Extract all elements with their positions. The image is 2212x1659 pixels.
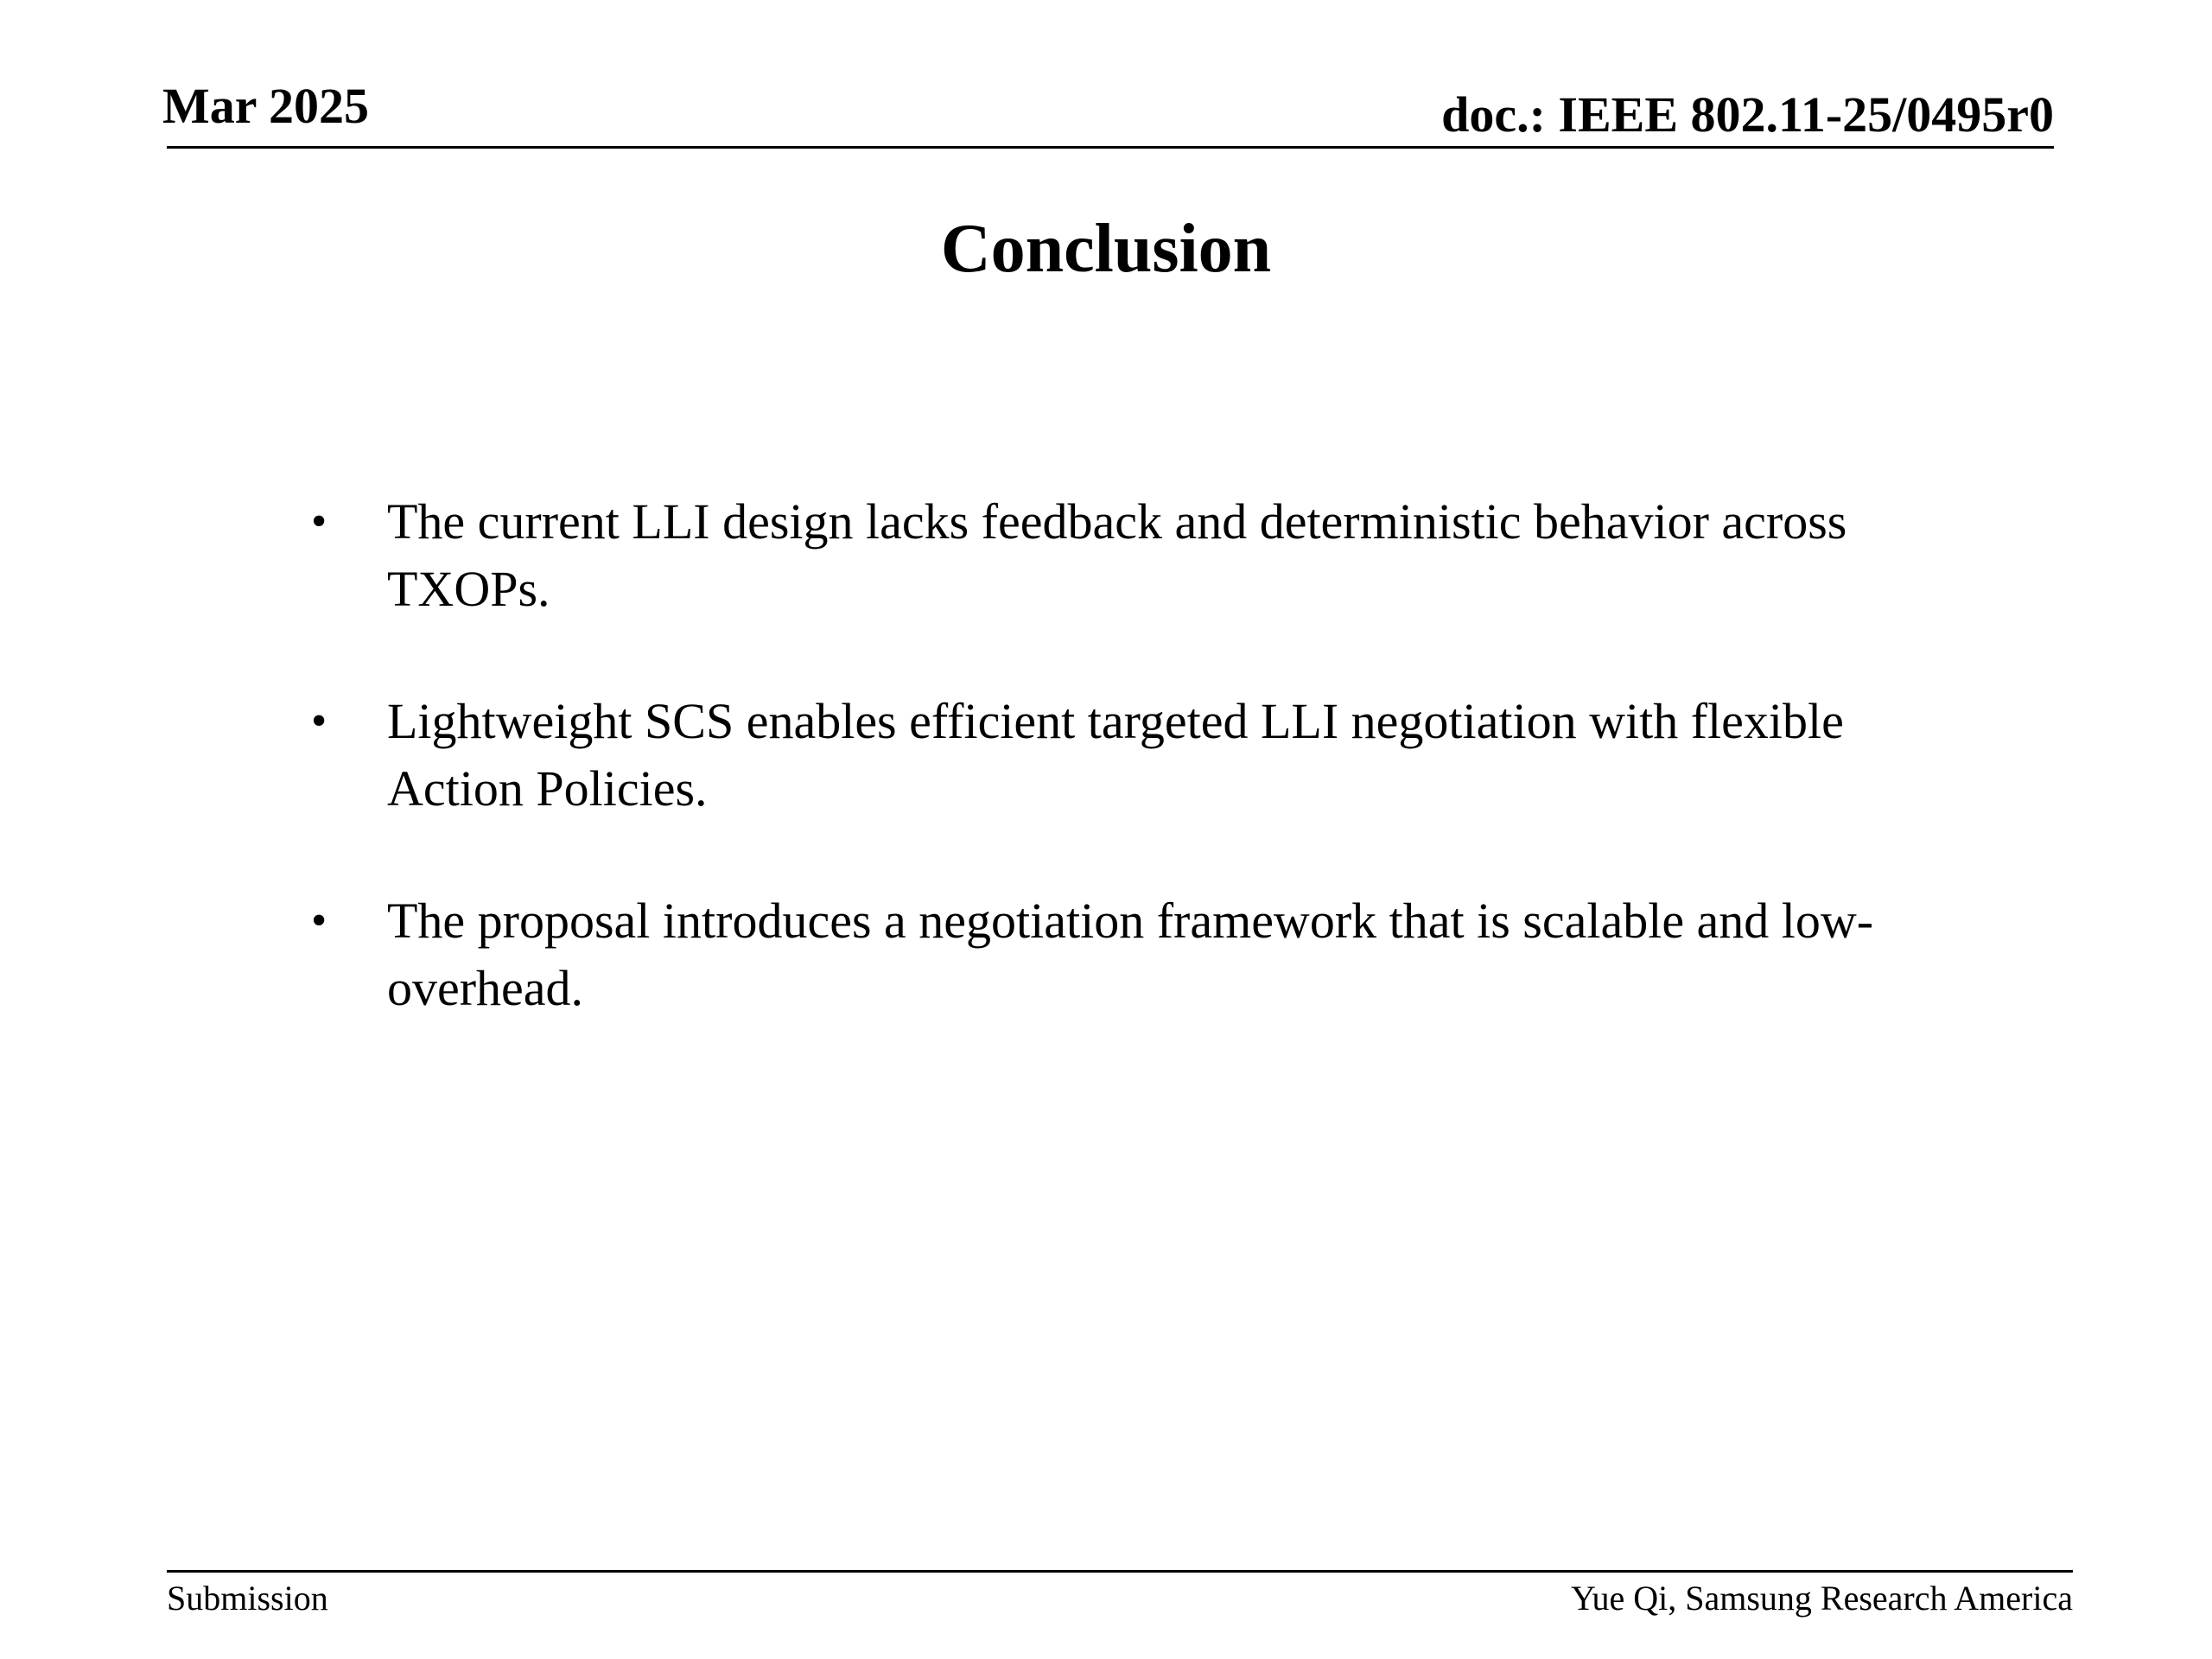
- bullet-text: The current LLI design lacks feedback and deterministic behavior across TXOPs.: [387, 493, 1847, 617]
- bullet-dot-icon: •: [311, 696, 327, 746]
- header-doc-id: doc.: IEEE 802.11-25/0495r0: [1441, 86, 2054, 143]
- bullet-item: [311, 688, 1987, 823]
- slide-title: Conclusion: [940, 211, 1272, 287]
- bullet-text: The proposal introduces a negotiation framework that is scalable and low-overhead.: [387, 893, 1874, 1016]
- bullet-dot-icon: •: [311, 497, 327, 546]
- footer-submission: Submission: [167, 1579, 328, 1618]
- bullet-item: [311, 887, 1987, 1022]
- bullet-text: Lightweight SCS enables efficient targeted LLI negotiation with flexible Action Policies.: [387, 693, 1844, 817]
- bullet-dot-icon: •: [311, 896, 327, 945]
- footer-author: Yue Qi, Samsung Research America: [1571, 1579, 2073, 1618]
- bullet-list: [311, 488, 1987, 1087]
- bullet-item: [311, 488, 1987, 623]
- header-divider: [167, 146, 2054, 149]
- footer-divider: [167, 1570, 2073, 1573]
- header-date: Mar 2025: [162, 78, 369, 134]
